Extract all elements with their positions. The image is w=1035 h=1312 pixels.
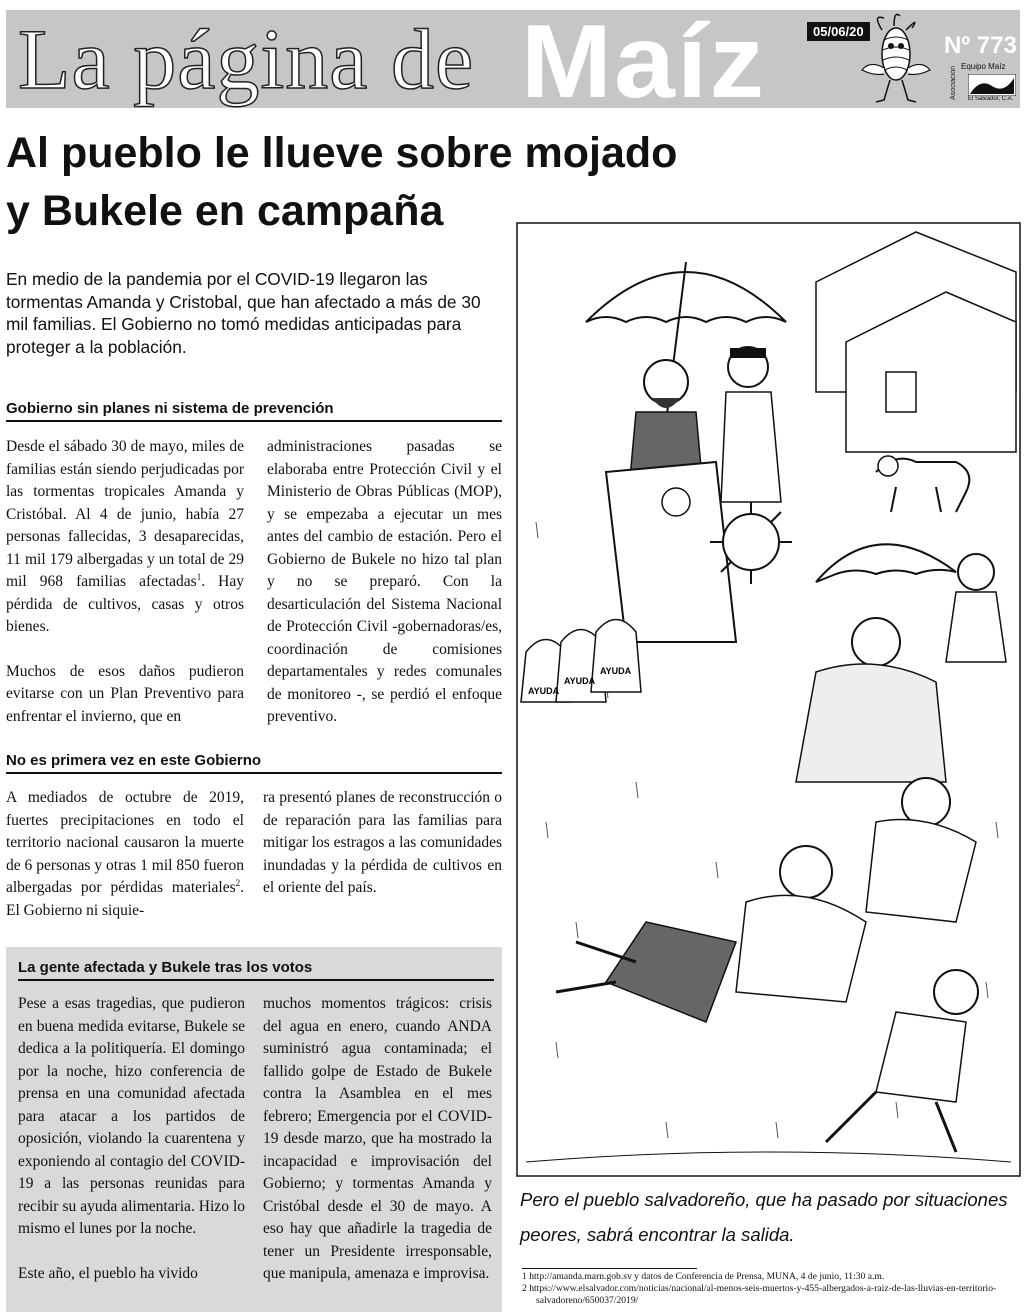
section1-paragraph-1-text: Desde el sábado 30 de mayo, miles de familias están siendo perjudicadas por las tormentas tropicales Amanda y Cristóbal. Al 4 de junio, había 27 personas fallecidas, 3 desaparecidas, 11 mil 179 albergadas y un total de 29 mil 968 familias afectadas (6, 438, 244, 590)
section1-paragraph-1 (6, 436, 244, 639)
section3-box (6, 947, 502, 1312)
masthead (6, 4, 1020, 120)
section3-column-2-text: muchos momentos trágicos: crisis del agua en enero, cuando ANDA suministró agua contaminada; el fallido golpe de Estado de Bukele contra la Asamblea en el mes febrero; Emergencia por el COVID-19 desde marzo, que ha mostrado la incapacidad e improvisación del Gobierno; y tormentas Amanda y Cristóbal desde el 30 de mayo. A eso hay que añadirle la tragedia de tener un Presidente irresponsable, que manipula, amenaza e improvisa. (263, 995, 492, 1282)
masthead-title-la-pagina-de: La página de (18, 11, 475, 107)
cartoon-illustration (516, 222, 1021, 1177)
footnote-ref-1: 1 (196, 571, 202, 582)
footnote-rule (522, 1268, 697, 1269)
section3-column-2 (263, 993, 492, 1308)
aid-bag-label-2: AYUDA (564, 676, 596, 686)
section1-column-2 (267, 436, 502, 751)
aid-bag-label-3: AYUDA (600, 666, 632, 676)
masthead-title-maiz: Maíz (521, 4, 767, 120)
section1-heading: Gobierno sin planes ni sistema de prevención (6, 400, 502, 422)
org-name: Equipo Maíz (961, 62, 1006, 71)
issue-number: Nº 773 (944, 32, 1017, 59)
section1-paragraph-1-end: . Hay pérdida de cultivos, casas y otros bienes. (6, 573, 244, 635)
issue-date: 05/06/20 (807, 22, 870, 41)
footnote-1: 1 http://amanda.marn.gob.sv y datos de Conferencia de Prensa, MUNA, 4 de junio, 11:30 a.m. (522, 1271, 885, 1282)
headline (6, 124, 678, 240)
section2-column-1-text (6, 787, 244, 922)
section1-column-2-text: administraciones pasadas se elaboraba entre Protección Civil y el Ministerio de Obras Públicas (MOP), y se empezaba a ejecutar un mes antes del cambio de estación. Pero el Gobierno de Bukele no hizo tal plan y no se preparó. Con la desarticulación del Sistema Nacional de Protección Civil -gobernadoras/es, coordinación de comisiones departamentales y redes comunales de monitoreo -, se perdió el enfoque preventivo. (267, 438, 502, 725)
section1-paragraph-2: Muchos de esos daños pudieron evitarse con un Plan Preventivo para enfrentar el invierno, que en (6, 662, 244, 725)
section3-paragraph-1: Pese a esas tragedias, que pudieron en buena medida evitarse, Bukele se dedica a la politiquería. El domingo por la noche, hizo conferencia de prensa en una comunidad afectada para atacar a los partidos de oposición, violando la cuarentena y exponiendo al contagio del COVID-19 a las personas reunidas para recibir su ayuda alimentaria. Hizo lo mismo el lunes por la noche. (18, 995, 245, 1237)
org-country: El Salvador, C.A. (968, 96, 1014, 102)
section2-heading: No es primera vez en este Gobierno (6, 752, 502, 774)
section2-column-2 (263, 787, 502, 922)
section2-column-2-text: ra presentó planes de reconstrucción o de reparación para las familias para mitigar los estragos a las comunidades inundadas y la pérdida de cultivos en el oriente del país. (263, 789, 502, 896)
headline-line-1: Al pueblo le llueve sobre mojado (6, 129, 678, 177)
headline-line-2: y Bukele en campaña (6, 187, 444, 235)
corn-mascot-icon (854, 10, 944, 113)
lead-paragraph: En medio de la pandemia por el COVID-19 llegaron las tormentas Amanda y Cristobal, que han afectado a más de 30 mil familias. El Gobierno no tomó medidas anticipadas para proteger a la población. (6, 269, 481, 357)
footnotes (522, 1271, 1022, 1307)
footnote-ref-2: 2 (235, 877, 241, 888)
section2-column-1 (6, 787, 244, 944)
section3-column-1 (18, 993, 245, 1307)
section3-paragraph-2: Este año, el pueblo ha vivido (18, 1264, 198, 1282)
org-vertical-label: Asociación (950, 66, 957, 100)
illustration-caption: Pero el pueblo salvadoreño, que ha pasado por situaciones peores, sabrá encontrar la salida. (520, 1189, 1008, 1245)
section2-column-1-tail: . El Gobierno ni siquie- (6, 879, 244, 919)
section3-heading: La gente afectada y Bukele tras los votos (18, 959, 494, 981)
footnote-2: 2 https://www.elsalvador.com/noticias/nacional/al-menos-seis-muertos-y-455-albergados-a-raiz-de-las-lluvias-en-territorio-salvadoreno/650037/2019/ (522, 1283, 997, 1306)
aid-bag-label-1: AYUDA (528, 686, 560, 696)
section1-column-1 (6, 436, 244, 750)
section2-column-1-main: A mediados de octubre de 2019, fuertes precipitaciones en todo el territorio nacional causaron la muerte de 6 personas y otras 1 mil 850 fueron albergadas por pérdidas materiales (6, 789, 244, 896)
